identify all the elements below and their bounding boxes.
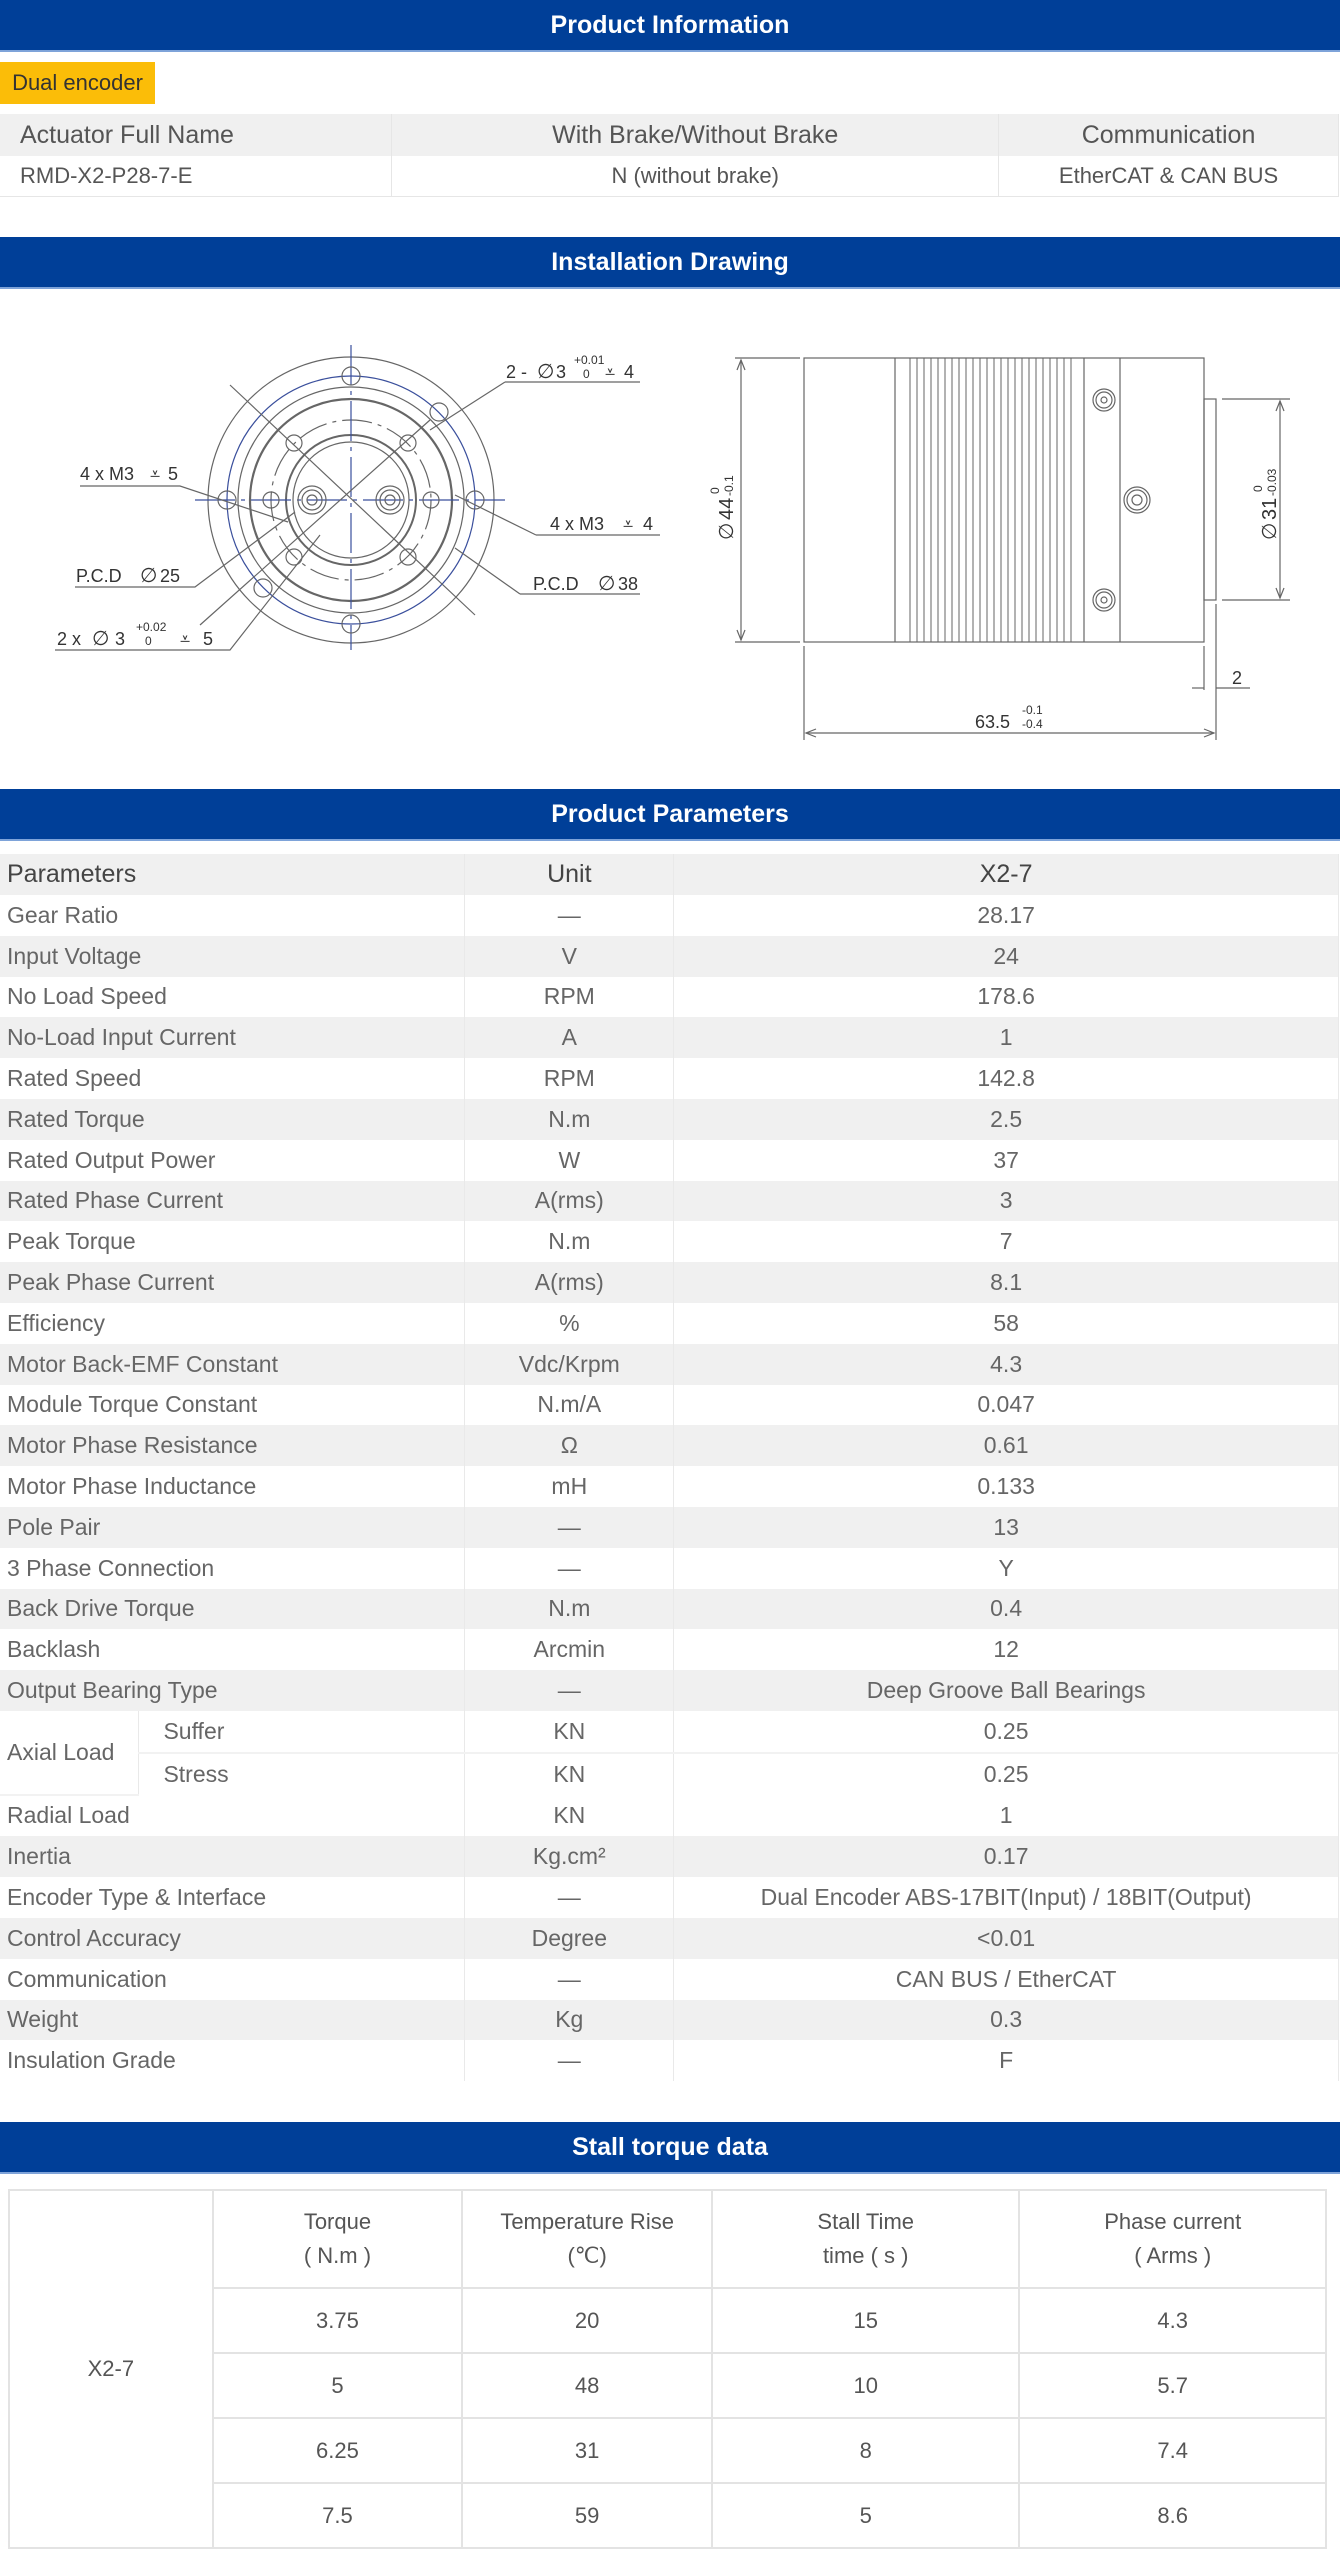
param-name: Backlash: [0, 1629, 465, 1670]
param-name: Back Drive Torque: [0, 1589, 465, 1630]
stall-time-cell: 8: [712, 2418, 1019, 2483]
param-unit: —: [465, 2040, 674, 2081]
param-value: 0.133: [674, 1466, 1339, 1507]
param-name: Communication: [0, 1959, 465, 2000]
param-name: Rated Speed: [0, 1058, 465, 1099]
depth-icon: ⩡: [180, 629, 191, 649]
param-name: Peak Torque: [0, 1221, 465, 1262]
section-title: Installation Drawing: [551, 247, 789, 276]
table-row: [0, 1877, 1339, 1918]
header-stall-time: [712, 2190, 1019, 2288]
param-unit: N.m: [465, 1589, 674, 1630]
param-name: Output Bearing Type: [0, 1670, 465, 1711]
param-value: 1: [674, 1795, 1339, 1837]
param-unit: —: [465, 1670, 674, 1711]
shaft-dia: 31: [1259, 497, 1281, 520]
table-row: [0, 1836, 1339, 1877]
stall-torque-table: [8, 2189, 1327, 2549]
header-line: Torque: [303, 2209, 372, 2234]
dowel-top-tol-lower: 0: [583, 367, 590, 381]
m3-left-depth: 5: [168, 464, 179, 484]
header-line: time ( s ): [822, 2243, 909, 2268]
axial-load-label: Axial Load: [0, 1711, 139, 1795]
section-header-product-information: [0, 0, 1340, 52]
table-row: [0, 1344, 1339, 1385]
table-row: [0, 1548, 1339, 1589]
param-name: Module Torque Constant: [0, 1385, 465, 1426]
header-communication: Communication: [999, 114, 1339, 156]
param-unit: Kg: [465, 2000, 674, 2041]
table-row: [0, 1303, 1339, 1344]
param-name: Rated Output Power: [0, 1140, 465, 1181]
table-row: [0, 1262, 1339, 1303]
param-unit: —: [465, 1959, 674, 2000]
table-header-row: [0, 114, 1339, 156]
param-name: Encoder Type & Interface: [0, 1877, 465, 1918]
dowel-top-tol-upper: +0.01: [574, 353, 605, 367]
temperature-cell: 20: [462, 2288, 712, 2353]
table-row: [0, 1753, 1339, 1795]
header-phase-current: [1019, 2190, 1326, 2288]
flange-step-dim: 2: [1232, 668, 1243, 688]
header-temperature-rise: [462, 2190, 712, 2288]
param-name: Gear Ratio: [0, 895, 465, 936]
param-name: Weight: [0, 2000, 465, 2041]
param-value: 28.17: [674, 895, 1339, 936]
temperature-cell: 31: [462, 2418, 712, 2483]
torque-cell: 5: [213, 2353, 463, 2418]
dowel-top-prefix: 2 -: [506, 362, 528, 382]
param-value: 0.17: [674, 1836, 1339, 1877]
param-value: 0.4: [674, 1589, 1339, 1630]
communication-value: EtherCAT & CAN BUS: [999, 156, 1339, 197]
param-name: Motor Back-EMF Constant: [0, 1344, 465, 1385]
param-unit: RPM: [465, 977, 674, 1018]
param-unit: N.m/A: [465, 1385, 674, 1426]
table-row: [0, 1221, 1339, 1262]
section-title: Stall torque data: [572, 2132, 768, 2161]
param-unit: —: [465, 1507, 674, 1548]
param-name: Efficiency: [0, 1303, 465, 1344]
param-unit: V: [465, 936, 674, 977]
table-row: [0, 1507, 1339, 1548]
param-unit: Arcmin: [465, 1629, 674, 1670]
table-row: [0, 1017, 1339, 1058]
badge-label: Dual encoder: [12, 70, 143, 95]
table-row: [0, 1058, 1339, 1099]
param-name: Control Accuracy: [0, 1918, 465, 1959]
torque-cell: 6.25: [213, 2418, 463, 2483]
param-name: Motor Phase Resistance: [0, 1425, 465, 1466]
phase-current-cell: 5.7: [1019, 2353, 1326, 2418]
table-row: [0, 895, 1339, 936]
param-value: 2.5: [674, 1099, 1339, 1140]
section-header-product-parameters: [0, 789, 1340, 841]
dowel-bottom-tol-upper: +0.02: [136, 620, 167, 634]
stall-time-cell: 10: [712, 2353, 1019, 2418]
table-header-row: [0, 854, 1339, 895]
shaft-tol-lower: -0.03: [1265, 468, 1279, 496]
param-value: 0.25: [674, 1711, 1339, 1753]
header-brake: With Brake/Without Brake: [392, 114, 999, 156]
table-row: [0, 1629, 1339, 1670]
diameter-icon: ∅: [1259, 522, 1281, 540]
param-unit: Kg.cm²: [465, 1836, 674, 1877]
dowel-bottom-depth: 5: [203, 629, 214, 649]
table-row: [0, 1385, 1339, 1426]
section-title: Product Information: [550, 10, 790, 39]
diameter-icon: ∅: [537, 361, 555, 383]
param-value: 1: [674, 1017, 1339, 1058]
param-value: 3: [674, 1181, 1339, 1222]
table-row: [0, 1959, 1339, 2000]
param-value: CAN BUS / EtherCAT: [674, 1959, 1339, 2000]
param-unit: KN: [465, 1753, 674, 1795]
m3-left-label: 4 x M3: [80, 464, 135, 484]
param-name: Rated Torque: [0, 1099, 465, 1140]
param-unit: N.m: [465, 1099, 674, 1140]
header-line: Temperature Rise: [500, 2209, 674, 2234]
param-value: 58: [674, 1303, 1339, 1344]
param-unit: KN: [465, 1711, 674, 1753]
table-header-row: [9, 2190, 1326, 2288]
length-tol-upper: -0.1: [1022, 703, 1043, 717]
param-value: 0.61: [674, 1425, 1339, 1466]
product-info-table: [0, 114, 1339, 197]
actuator-name-value: RMD-X2-P28-7-E: [0, 156, 392, 197]
header-line: (℃): [567, 2243, 607, 2268]
param-unit: mH: [465, 1466, 674, 1507]
depth-icon: ⩡: [150, 464, 161, 484]
param-name: No Load Speed: [0, 977, 465, 1018]
length-dim: 63.5: [975, 712, 1011, 732]
param-value: 4.3: [674, 1344, 1339, 1385]
pcd-right-dia: 38: [618, 574, 639, 594]
param-value: Y: [674, 1548, 1339, 1589]
param-unit: A(rms): [465, 1262, 674, 1303]
param-value: 24: [674, 936, 1339, 977]
param-name: Motor Phase Inductance: [0, 1466, 465, 1507]
temperature-cell: 59: [462, 2483, 712, 2548]
installation-drawing: [0, 290, 1342, 780]
stall-model-cell: X2-7: [9, 2190, 213, 2548]
param-value: F: [674, 2040, 1339, 2081]
phase-current-cell: 4.3: [1019, 2288, 1326, 2353]
front-view-labels: [57, 353, 653, 650]
table-row: [0, 156, 1339, 197]
header-unit: Unit: [465, 854, 674, 895]
outer-tol-lower: -0.1: [722, 475, 736, 496]
length-tol-lower: -0.4: [1022, 717, 1043, 731]
temperature-cell: 48: [462, 2353, 712, 2418]
table-row: [0, 2000, 1339, 2041]
table-row: [0, 1140, 1339, 1181]
param-value: 13: [674, 1507, 1339, 1548]
diameter-icon: ∅: [92, 628, 110, 650]
param-value: Dual Encoder ABS-17BIT(Input) / 18BIT(Output): [674, 1877, 1339, 1918]
param-unit: Vdc/Krpm: [465, 1344, 674, 1385]
param-value: 12: [674, 1629, 1339, 1670]
param-unit: RPM: [465, 1058, 674, 1099]
param-value: 37: [674, 1140, 1339, 1181]
table-row: [0, 1711, 1339, 1753]
section-header-installation-drawing: [0, 237, 1340, 289]
front-view: [55, 345, 660, 650]
stall-time-cell: 5: [712, 2483, 1019, 2548]
param-value: 0.3: [674, 2000, 1339, 2041]
param-value: 0.25: [674, 1753, 1339, 1795]
param-value: 0.047: [674, 1385, 1339, 1426]
param-unit: Degree: [465, 1918, 674, 1959]
param-unit: —: [465, 1877, 674, 1918]
side-view: [735, 358, 1290, 740]
table-row: [0, 1670, 1339, 1711]
table-row: [0, 1795, 1339, 1837]
param-name: Inertia: [0, 1836, 465, 1877]
section-header-stall-torque: [0, 2122, 1340, 2174]
dowel-bottom-prefix: 2 x: [57, 629, 82, 649]
header-line: Phase current: [1104, 2209, 1242, 2234]
outer-tol-upper: 0: [708, 487, 722, 494]
diameter-icon: ∅: [598, 573, 616, 595]
table-row: [0, 1466, 1339, 1507]
param-unit: A(rms): [465, 1181, 674, 1222]
param-value: 142.8: [674, 1058, 1339, 1099]
shaft-tol-upper: 0: [1251, 485, 1265, 492]
param-name: 3 Phase Connection: [0, 1548, 465, 1589]
table-row: [0, 1099, 1339, 1140]
header-actuator-name: Actuator Full Name: [0, 114, 392, 156]
header-model: X2-7: [674, 854, 1339, 895]
table-row: [0, 977, 1339, 1018]
param-name: Input Voltage: [0, 936, 465, 977]
header-line: Stall Time: [817, 2209, 915, 2234]
header-line: ( Arms ): [1134, 2243, 1212, 2268]
m3-right-label: 4 x M3: [550, 514, 605, 534]
param-unit: %: [465, 1303, 674, 1344]
header-torque: [213, 2190, 463, 2288]
param-unit: —: [465, 895, 674, 936]
dowel-bottom-tol-lower: 0: [145, 634, 152, 648]
torque-cell: 7.5: [213, 2483, 463, 2548]
torque-cell: 3.75: [213, 2288, 463, 2353]
table-row: [0, 1425, 1339, 1466]
param-value: 8.1: [674, 1262, 1339, 1303]
depth-icon: ⩡: [623, 514, 634, 534]
axial-load-subparam: Suffer: [139, 1711, 465, 1753]
outer-dia: 44: [716, 497, 738, 520]
param-unit: A: [465, 1017, 674, 1058]
param-unit: KN: [465, 1795, 674, 1837]
param-name: Insulation Grade: [0, 2040, 465, 2081]
phase-current-cell: 8.6: [1019, 2483, 1326, 2548]
depth-icon: ⩡: [605, 362, 616, 382]
phase-current-cell: 7.4: [1019, 2418, 1326, 2483]
table-row: [0, 1918, 1339, 1959]
product-parameters-table: [0, 854, 1339, 2081]
param-value: <0.01: [674, 1918, 1339, 1959]
header-line: ( N.m ): [303, 2243, 372, 2268]
dowel-top-depth: 4: [624, 362, 635, 382]
header-parameters: Parameters: [0, 854, 465, 895]
dowel-top-dia: 3: [556, 362, 567, 382]
diameter-icon: ∅: [716, 522, 738, 540]
table-row: [0, 2040, 1339, 2081]
param-unit: N.m: [465, 1221, 674, 1262]
param-unit: W: [465, 1140, 674, 1181]
param-name: No-Load Input Current: [0, 1017, 465, 1058]
brake-value: N (without brake): [392, 156, 999, 197]
axial-load-subparam: Stress: [139, 1753, 465, 1795]
param-name: Rated Phase Current: [0, 1181, 465, 1222]
pcd-left-label: P.C.D: [76, 566, 122, 586]
diameter-icon: ∅: [140, 565, 158, 587]
pcd-right-label: P.C.D: [533, 574, 579, 594]
table-row: [0, 1589, 1339, 1630]
pcd-left-dia: 25: [160, 566, 181, 586]
param-unit: Ω: [465, 1425, 674, 1466]
param-value: 7: [674, 1221, 1339, 1262]
param-unit: —: [465, 1548, 674, 1589]
section-title: Product Parameters: [551, 799, 789, 828]
m3-right-depth: 4: [643, 514, 654, 534]
dual-encoder-badge: [0, 62, 155, 104]
dowel-bottom-dia: 3: [115, 629, 126, 649]
param-value: Deep Groove Ball Bearings: [674, 1670, 1339, 1711]
param-name: Peak Phase Current: [0, 1262, 465, 1303]
param-value: 178.6: [674, 977, 1339, 1018]
param-name: Radial Load: [0, 1795, 465, 1837]
stall-time-cell: 15: [712, 2288, 1019, 2353]
table-row: [0, 936, 1339, 977]
param-name: Pole Pair: [0, 1507, 465, 1548]
table-row: [0, 1181, 1339, 1222]
